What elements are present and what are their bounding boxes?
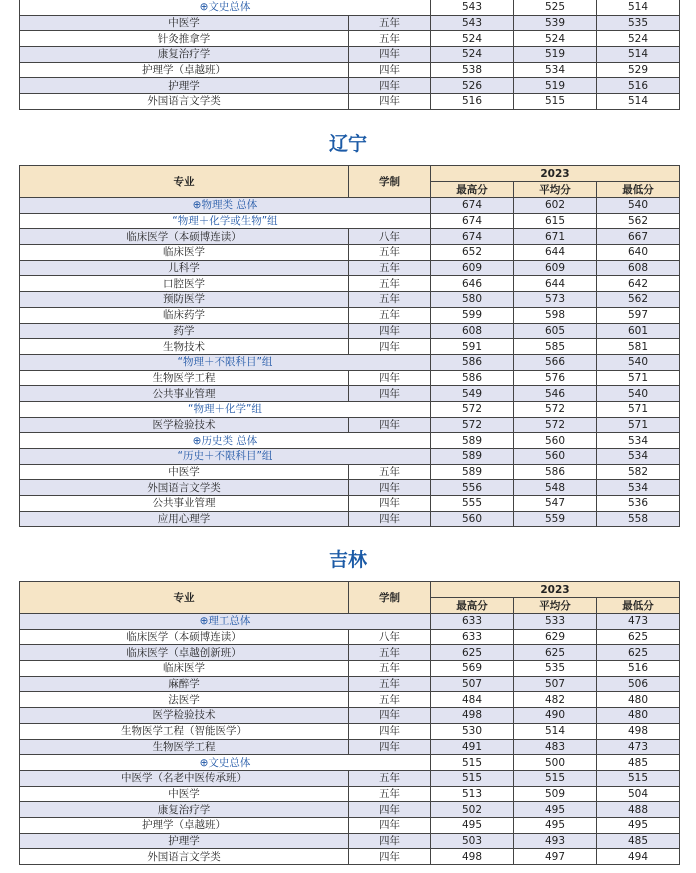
program-length: 五年 xyxy=(349,645,431,661)
min-score: 642 xyxy=(597,276,680,292)
avg-score: 573 xyxy=(514,292,597,308)
avg-score: 507 xyxy=(514,676,597,692)
max-score: 586 xyxy=(431,354,514,370)
program-length: 四年 xyxy=(349,739,431,755)
header-avg: 平均分 xyxy=(514,598,597,614)
major-name: 法医学 xyxy=(20,692,349,708)
table-row xyxy=(20,464,680,480)
avg-score: 515 xyxy=(514,770,597,786)
min-score: 506 xyxy=(597,676,680,692)
min-score: 534 xyxy=(597,449,680,465)
group-row xyxy=(20,0,680,15)
program-length: 四年 xyxy=(349,339,431,355)
program-length: 四年 xyxy=(349,47,431,63)
avg-score: 509 xyxy=(514,786,597,802)
max-score: 513 xyxy=(431,786,514,802)
max-score: 609 xyxy=(431,260,514,276)
header-major: 专业 xyxy=(20,582,349,614)
major-name: 护理学 xyxy=(20,833,349,849)
major-name: 公共事业管理 xyxy=(20,496,349,512)
min-score: 625 xyxy=(597,629,680,645)
min-score: 495 xyxy=(597,817,680,833)
min-score: 534 xyxy=(597,433,680,449)
avg-score: 586 xyxy=(514,464,597,480)
max-score: 516 xyxy=(431,94,514,110)
min-score: 473 xyxy=(597,614,680,630)
max-score: 502 xyxy=(431,802,514,818)
avg-score: 576 xyxy=(514,370,597,386)
header-max: 最高分 xyxy=(431,598,514,614)
avg-score: 546 xyxy=(514,386,597,402)
major-name: 康复治疗学 xyxy=(20,802,349,818)
major-name: 临床医学（本硕博连读） xyxy=(20,229,349,245)
group-row xyxy=(20,213,680,229)
table-row xyxy=(20,386,680,402)
table-row xyxy=(20,833,680,849)
major-name: 外国语言文学类 xyxy=(20,849,349,865)
program-length: 五年 xyxy=(349,770,431,786)
group-name: “物理＋不限科目”组 xyxy=(20,354,431,370)
avg-score: 629 xyxy=(514,629,597,645)
program-length: 五年 xyxy=(349,661,431,677)
min-score: 558 xyxy=(597,511,680,527)
max-score: 560 xyxy=(431,511,514,527)
avg-score: 535 xyxy=(514,661,597,677)
avg-score: 490 xyxy=(514,708,597,724)
program-length: 五年 xyxy=(349,15,431,31)
avg-score: 572 xyxy=(514,417,597,433)
max-score: 599 xyxy=(431,307,514,323)
avg-score: 483 xyxy=(514,739,597,755)
max-score: 646 xyxy=(431,276,514,292)
program-length: 五年 xyxy=(349,464,431,480)
min-score: 571 xyxy=(597,370,680,386)
program-length: 五年 xyxy=(349,307,431,323)
avg-score: 524 xyxy=(514,31,597,47)
avg-score: 519 xyxy=(514,47,597,63)
province-title-jilin: 吉林 xyxy=(328,549,367,571)
header-row xyxy=(20,166,680,182)
max-score: 524 xyxy=(431,47,514,63)
min-score: 562 xyxy=(597,292,680,308)
max-score: 589 xyxy=(431,449,514,465)
program-length: 四年 xyxy=(349,708,431,724)
header-years: 学制 xyxy=(349,166,431,198)
max-score: 515 xyxy=(431,755,514,771)
group-row xyxy=(20,755,680,771)
min-score: 485 xyxy=(597,755,680,771)
min-score: 514 xyxy=(597,94,680,110)
group-row xyxy=(20,198,680,214)
min-score: 667 xyxy=(597,229,680,245)
min-score: 534 xyxy=(597,480,680,496)
avg-score: 539 xyxy=(514,15,597,31)
table-row xyxy=(20,339,680,355)
min-score: 608 xyxy=(597,260,680,276)
table-row xyxy=(20,629,680,645)
table-row xyxy=(20,661,680,677)
program-length: 四年 xyxy=(349,833,431,849)
major-name: 护理学（卓越班） xyxy=(20,817,349,833)
min-score: 485 xyxy=(597,833,680,849)
group-name: “物理＋化学”组 xyxy=(20,401,431,417)
table-row xyxy=(20,849,680,865)
avg-score: 615 xyxy=(514,213,597,229)
avg-score: 644 xyxy=(514,245,597,261)
min-score: 601 xyxy=(597,323,680,339)
header-avg: 平均分 xyxy=(514,182,597,198)
table-row xyxy=(20,78,680,94)
max-score: 586 xyxy=(431,370,514,386)
avg-score: 495 xyxy=(514,817,597,833)
program-length: 五年 xyxy=(349,692,431,708)
major-name: 预防医学 xyxy=(20,292,349,308)
table-row xyxy=(20,676,680,692)
avg-score: 500 xyxy=(514,755,597,771)
min-score: 562 xyxy=(597,213,680,229)
avg-score: 566 xyxy=(514,354,597,370)
min-score: 582 xyxy=(597,464,680,480)
group-row xyxy=(20,354,680,370)
header-min: 最低分 xyxy=(597,182,680,198)
min-score: 571 xyxy=(597,417,680,433)
program-length: 四年 xyxy=(349,496,431,512)
major-name: 中医学 xyxy=(20,15,349,31)
max-score: 498 xyxy=(431,849,514,865)
table-row xyxy=(20,276,680,292)
group-name: “历史＋不限科目”组 xyxy=(20,449,431,465)
table-row xyxy=(20,229,680,245)
table-row xyxy=(20,323,680,339)
major-name: 麻醉学 xyxy=(20,676,349,692)
avg-score: 519 xyxy=(514,78,597,94)
program-length: 四年 xyxy=(349,417,431,433)
max-score: 608 xyxy=(431,323,514,339)
major-name: 临床医学（本硕博连读） xyxy=(20,629,349,645)
program-length: 四年 xyxy=(349,62,431,78)
max-score: 589 xyxy=(431,464,514,480)
program-length: 四年 xyxy=(349,94,431,110)
min-score: 488 xyxy=(597,802,680,818)
max-score: 633 xyxy=(431,629,514,645)
program-length: 四年 xyxy=(349,802,431,818)
major-name: 外国语言文学类 xyxy=(20,480,349,496)
min-score: 504 xyxy=(597,786,680,802)
group-row xyxy=(20,433,680,449)
major-name: 生物技术 xyxy=(20,339,349,355)
max-score: 498 xyxy=(431,708,514,724)
avg-score: 572 xyxy=(514,401,597,417)
program-length: 五年 xyxy=(349,31,431,47)
max-score: 572 xyxy=(431,417,514,433)
min-score: 516 xyxy=(597,78,680,94)
min-score: 597 xyxy=(597,307,680,323)
table-row xyxy=(20,370,680,386)
min-score: 535 xyxy=(597,15,680,31)
table-row xyxy=(20,708,680,724)
min-score: 473 xyxy=(597,739,680,755)
group-row xyxy=(20,401,680,417)
min-score: 515 xyxy=(597,770,680,786)
max-score: 538 xyxy=(431,62,514,78)
table-row xyxy=(20,94,680,110)
group-name: ⊕理工总体 xyxy=(20,614,431,630)
major-name: 应用心理学 xyxy=(20,511,349,527)
program-length: 五年 xyxy=(349,245,431,261)
avg-score: 493 xyxy=(514,833,597,849)
min-score: 529 xyxy=(597,62,680,78)
header-year: 2023 xyxy=(431,166,680,182)
program-length: 四年 xyxy=(349,817,431,833)
table-row xyxy=(20,692,680,708)
max-score: 652 xyxy=(431,245,514,261)
avg-score: 548 xyxy=(514,480,597,496)
min-score: 540 xyxy=(597,198,680,214)
group-name: ⊕文史总体 xyxy=(20,755,431,771)
header-year: 2023 xyxy=(431,582,680,598)
major-name: 临床医学 xyxy=(20,661,349,677)
table-row xyxy=(20,817,680,833)
max-score: 515 xyxy=(431,770,514,786)
min-score: 514 xyxy=(597,0,680,15)
major-name: 护理学 xyxy=(20,78,349,94)
avg-score: 515 xyxy=(514,94,597,110)
table-row xyxy=(20,723,680,739)
program-length: 四年 xyxy=(349,849,431,865)
major-name: 生物医学工程（智能医学） xyxy=(20,723,349,739)
program-length: 四年 xyxy=(349,370,431,386)
major-name: 临床医学 xyxy=(20,245,349,261)
table-row xyxy=(20,770,680,786)
table-row xyxy=(20,15,680,31)
group-row xyxy=(20,614,680,630)
liaoning-score-table xyxy=(19,165,680,527)
major-name: 儿科学 xyxy=(20,260,349,276)
table-row xyxy=(20,480,680,496)
min-score: 516 xyxy=(597,661,680,677)
min-score: 480 xyxy=(597,692,680,708)
avg-score: 560 xyxy=(514,449,597,465)
max-score: 495 xyxy=(431,817,514,833)
table-row xyxy=(20,739,680,755)
avg-score: 547 xyxy=(514,496,597,512)
max-score: 491 xyxy=(431,739,514,755)
major-name: 外国语言文学类 xyxy=(20,94,349,110)
major-name: 医学检验技术 xyxy=(20,417,349,433)
program-length: 八年 xyxy=(349,629,431,645)
max-score: 674 xyxy=(431,213,514,229)
avg-score: 602 xyxy=(514,198,597,214)
max-score: 569 xyxy=(431,661,514,677)
avg-score: 534 xyxy=(514,62,597,78)
max-score: 530 xyxy=(431,723,514,739)
major-name: 临床药学 xyxy=(20,307,349,323)
table-row xyxy=(20,307,680,323)
table-row xyxy=(20,496,680,512)
max-score: 572 xyxy=(431,401,514,417)
table-row xyxy=(20,511,680,527)
header-min: 最低分 xyxy=(597,598,680,614)
program-length: 四年 xyxy=(349,78,431,94)
header-major: 专业 xyxy=(20,166,349,198)
min-score: 540 xyxy=(597,354,680,370)
max-score: 556 xyxy=(431,480,514,496)
table-row xyxy=(20,417,680,433)
max-score: 549 xyxy=(431,386,514,402)
max-score: 543 xyxy=(431,15,514,31)
top-score-table xyxy=(19,0,680,110)
table-row xyxy=(20,292,680,308)
avg-score: 560 xyxy=(514,433,597,449)
max-score: 555 xyxy=(431,496,514,512)
max-score: 524 xyxy=(431,31,514,47)
group-name: ⊕历史类 总体 xyxy=(20,433,431,449)
major-name: 生物医学工程 xyxy=(20,370,349,386)
avg-score: 495 xyxy=(514,802,597,818)
group-row xyxy=(20,449,680,465)
min-score: 581 xyxy=(597,339,680,355)
table-row xyxy=(20,260,680,276)
min-score: 571 xyxy=(597,401,680,417)
table-row xyxy=(20,62,680,78)
avg-score: 533 xyxy=(514,614,597,630)
min-score: 480 xyxy=(597,708,680,724)
major-name: 公共事业管理 xyxy=(20,386,349,402)
program-length: 五年 xyxy=(349,292,431,308)
major-name: 康复治疗学 xyxy=(20,47,349,63)
group-name: ⊕文史总体 xyxy=(20,0,431,15)
min-score: 536 xyxy=(597,496,680,512)
max-score: 543 xyxy=(431,0,514,15)
program-length: 五年 xyxy=(349,786,431,802)
min-score: 514 xyxy=(597,47,680,63)
min-score: 498 xyxy=(597,723,680,739)
max-score: 589 xyxy=(431,433,514,449)
max-score: 580 xyxy=(431,292,514,308)
max-score: 674 xyxy=(431,198,514,214)
avg-score: 609 xyxy=(514,260,597,276)
max-score: 503 xyxy=(431,833,514,849)
header-years: 学制 xyxy=(349,582,431,614)
major-name: 药学 xyxy=(20,323,349,339)
avg-score: 625 xyxy=(514,645,597,661)
avg-score: 605 xyxy=(514,323,597,339)
major-name: 中医学（名老中医传承班） xyxy=(20,770,349,786)
max-score: 674 xyxy=(431,229,514,245)
program-length: 四年 xyxy=(349,511,431,527)
major-name: 生物医学工程 xyxy=(20,739,349,755)
max-score: 507 xyxy=(431,676,514,692)
avg-score: 598 xyxy=(514,307,597,323)
max-score: 526 xyxy=(431,78,514,94)
program-length: 四年 xyxy=(349,723,431,739)
province-title-liaoning: 辽宁 xyxy=(328,133,367,155)
header-max: 最高分 xyxy=(431,182,514,198)
program-length: 四年 xyxy=(349,323,431,339)
min-score: 494 xyxy=(597,849,680,865)
major-name: 中医学 xyxy=(20,786,349,802)
max-score: 591 xyxy=(431,339,514,355)
group-name: ⊕物理类 总体 xyxy=(20,198,431,214)
min-score: 640 xyxy=(597,245,680,261)
program-length: 八年 xyxy=(349,229,431,245)
major-name: 针灸推拿学 xyxy=(20,31,349,47)
avg-score: 585 xyxy=(514,339,597,355)
avg-score: 559 xyxy=(514,511,597,527)
group-name: “物理＋化学或生物”组 xyxy=(20,213,431,229)
min-score: 524 xyxy=(597,31,680,47)
avg-score: 525 xyxy=(514,0,597,15)
header-row xyxy=(20,582,680,598)
program-length: 五年 xyxy=(349,276,431,292)
jilin-score-table xyxy=(19,581,680,865)
table-row xyxy=(20,47,680,63)
table-row xyxy=(20,31,680,47)
program-length: 五年 xyxy=(349,260,431,276)
min-score: 540 xyxy=(597,386,680,402)
program-length: 四年 xyxy=(349,480,431,496)
max-score: 633 xyxy=(431,614,514,630)
table-row xyxy=(20,645,680,661)
major-name: 护理学（卓越班） xyxy=(20,62,349,78)
avg-score: 497 xyxy=(514,849,597,865)
major-name: 口腔医学 xyxy=(20,276,349,292)
avg-score: 671 xyxy=(514,229,597,245)
program-length: 五年 xyxy=(349,676,431,692)
major-name: 临床医学（卓越创新班） xyxy=(20,645,349,661)
table-row xyxy=(20,802,680,818)
avg-score: 514 xyxy=(514,723,597,739)
max-score: 484 xyxy=(431,692,514,708)
major-name: 医学检验技术 xyxy=(20,708,349,724)
table-row xyxy=(20,245,680,261)
major-name: 中医学 xyxy=(20,464,349,480)
table-row xyxy=(20,786,680,802)
avg-score: 482 xyxy=(514,692,597,708)
avg-score: 644 xyxy=(514,276,597,292)
program-length: 四年 xyxy=(349,386,431,402)
min-score: 625 xyxy=(597,645,680,661)
max-score: 625 xyxy=(431,645,514,661)
